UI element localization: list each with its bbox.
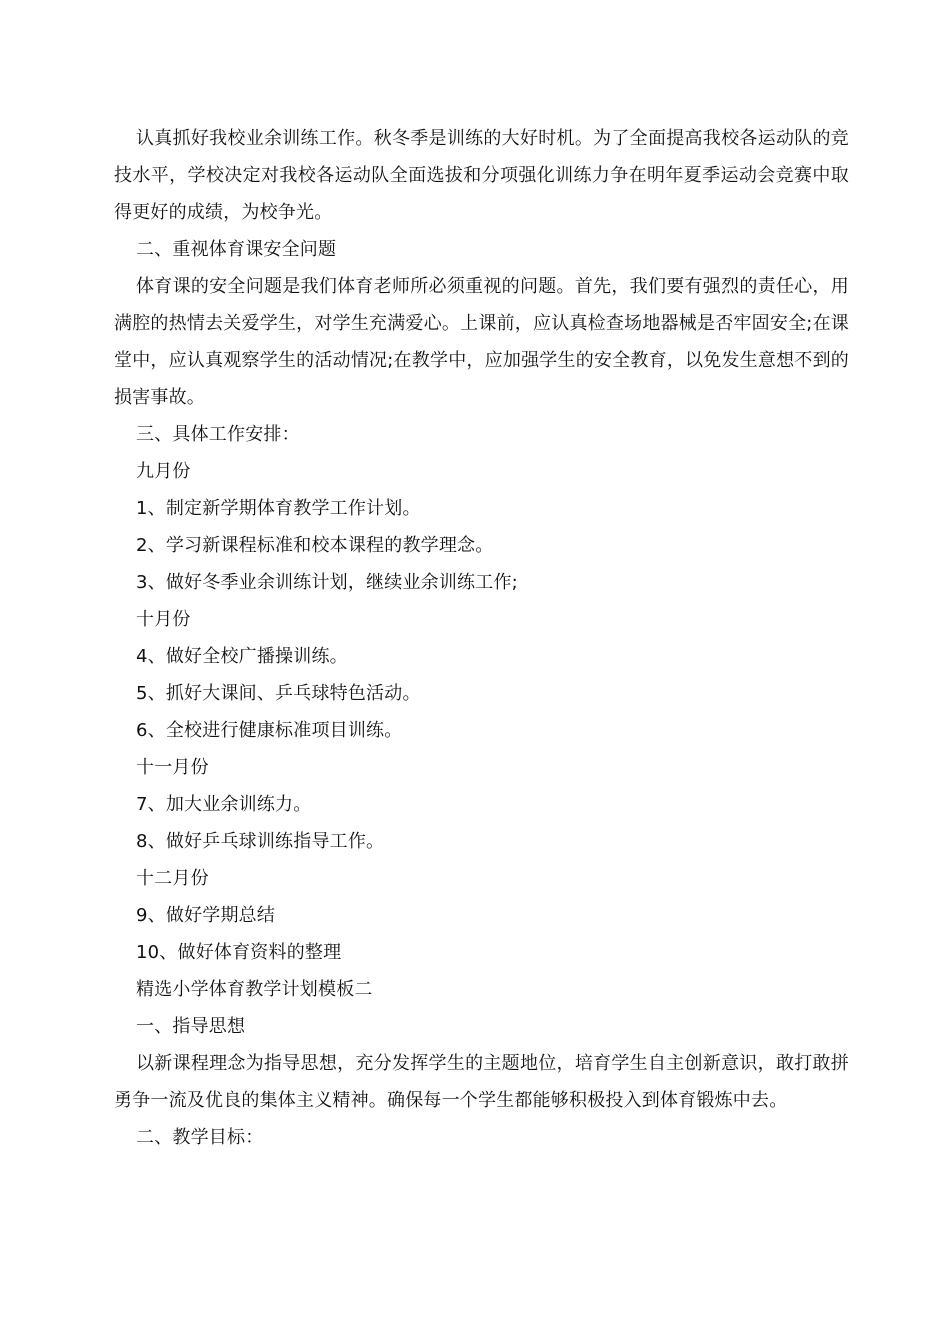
list-item: 1、制定新学期体育教学工作计划。 — [136, 498, 421, 519]
list-item: 3、做好冬季业余训练计划，继续业余训练工作; — [136, 572, 518, 593]
heading-teaching-goals: 二、教学目标： — [136, 1127, 264, 1148]
list-item: 8、做好乒乓球训练指导工作。 — [136, 831, 385, 852]
list-item: 6、全校进行健康标准项目训练。 — [136, 720, 403, 741]
heading-work-schedule: 三、具体工作安排： — [136, 424, 300, 445]
document-body — [114, 120, 849, 1156]
month-november: 十一月份 — [136, 757, 209, 778]
list-item: 9、做好学期总结 — [136, 905, 276, 926]
list-item: 5、抓好大课间、乒乓球特色活动。 — [136, 683, 421, 704]
section-title-template-two: 精选小学体育教学计划模板二 — [136, 979, 373, 1000]
paragraph-pe-safety: 体育课的安全问题是我们体育老师所必须重视的问题。首先，我们要有强烈的责任心，用满腔的热情去关爱学生，对学生充满爱心。上课前，应认真检查场地器械是否牢固安全;在课堂中，应认真观察学生的活动情况;在教学中，应加强学生的安全教育，以免发生意想不到的损害事故。 — [114, 276, 849, 408]
paragraph-guiding-ideology: 以新课程理念为指导思想，充分发挥学生的主题地位，培育学生自主创新意识，敢打敢拼勇争一流及优良的集体主义精神。确保每一个学生都能够积极投入到体育锻炼中去。 — [114, 1053, 849, 1111]
heading-pe-safety: 二、重视体育课安全问题 — [136, 239, 337, 260]
list-item: 7、加大业余训练力。 — [136, 794, 312, 815]
month-december: 十二月份 — [136, 868, 209, 889]
list-item: 10、做好体育资料的整理 — [136, 942, 342, 963]
month-september: 九月份 — [136, 461, 191, 482]
list-item: 4、做好全校广播操训练。 — [136, 646, 348, 667]
list-item: 2、学习新课程标准和校本课程的教学理念。 — [136, 535, 494, 556]
month-october: 十月份 — [136, 609, 191, 630]
paragraph-amateur-training: 认真抓好我校业余训练工作。秋冬季是训练的大好时机。为了全面提高我校各运动队的竞技水平，学校决定对我校各运动队全面选拔和分项强化训练力争在明年夏季运动会竞赛中取得更好的成绩，为校争光。 — [114, 128, 849, 223]
heading-guiding-ideology: 一、指导思想 — [136, 1016, 246, 1037]
